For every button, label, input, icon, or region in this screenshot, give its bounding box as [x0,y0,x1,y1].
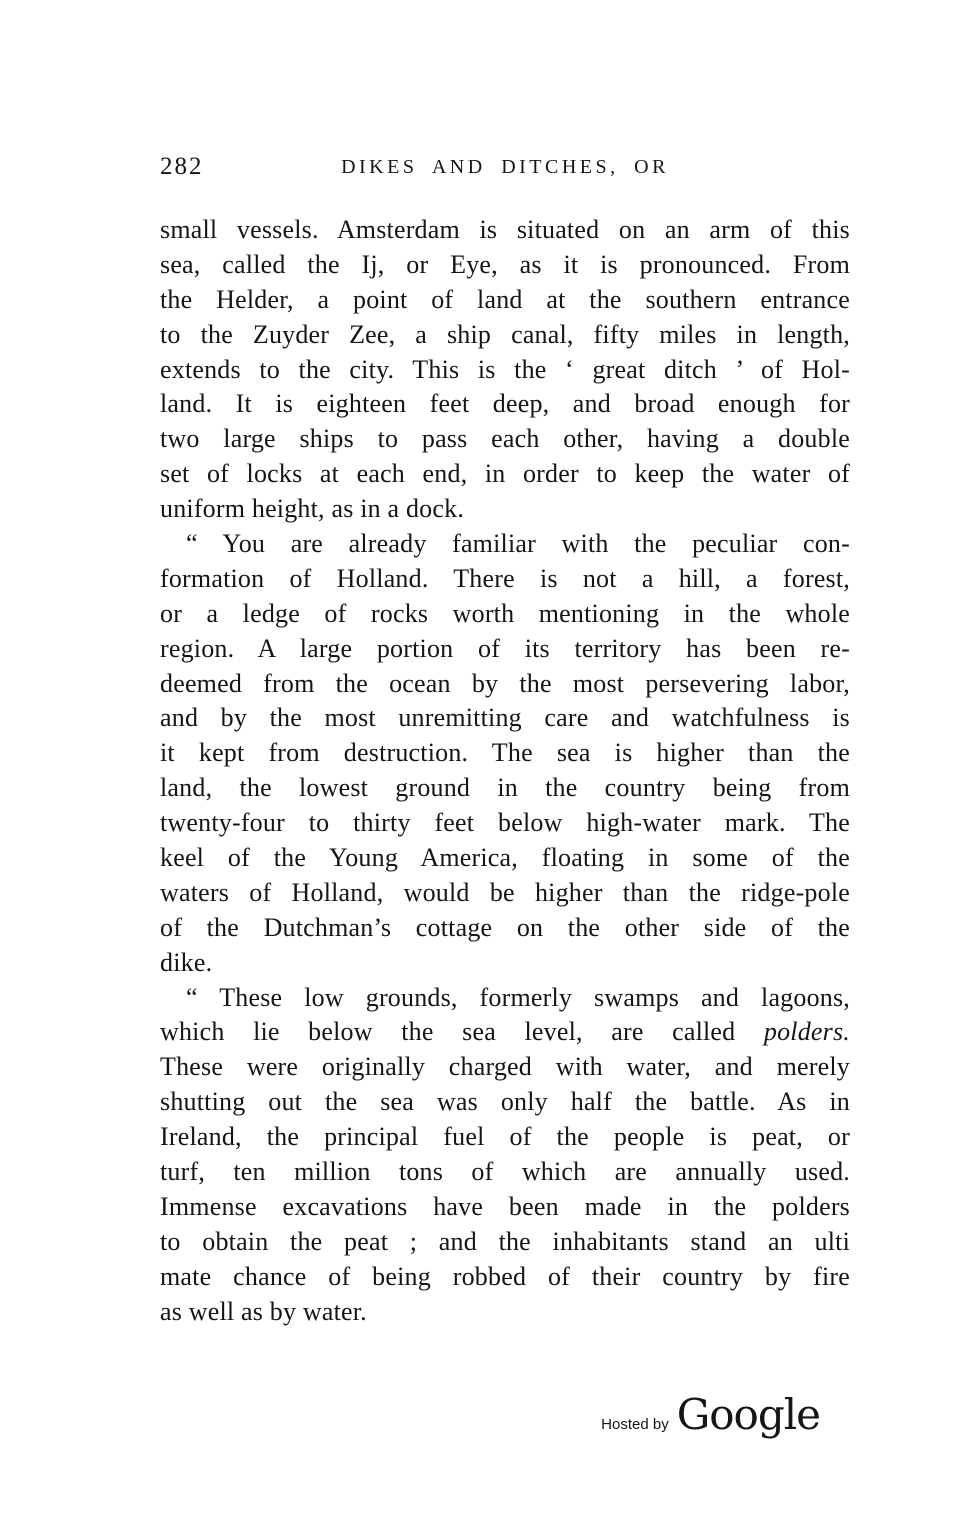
hosted-by-label: Hosted by [601,1416,669,1433]
text-line: to obtain the peat ; and the inhabitants stand an ulti [160,1226,850,1256]
text-line: twenty-four to thirty feet below high-water mark. The [160,808,850,838]
text-line: small vessels. Amsterdam is situated on an arm of this [160,215,850,244]
text-line: “ These low grounds, formerly swamps and lagoons, [186,982,850,1012]
body-text [160,213,850,1330]
text-line: extends to the city. This is the ‘ great ditch ’ of Hol- [160,354,850,384]
text-line: region. A large portion of its territory has been re- [160,633,850,663]
text-line: dike. [160,947,213,977]
footer [601,1390,820,1439]
text-line: to the Zuyder Zee, a ship canal, fifty miles in length, [160,319,850,349]
italic-term: polders. [763,1017,850,1047]
google-logo: Google [676,1390,820,1439]
text-line: shutting out the sea was only half the battle. As in [160,1087,850,1117]
text-line: land, the lowest ground in the country being from [160,773,850,803]
text-line: turf, ten million tons of which are annually used. [160,1157,850,1187]
text-line: the Helder, a point of land at the southern entrance [160,284,850,314]
text-line: land. It is eighteen feet deep, and broad enough for [160,389,850,419]
page-header [160,150,850,184]
text-line: of the Dutchman’s cottage on the other side of the [160,912,850,942]
text-line: waters of Holland, would be higher than the ridge-pole [160,877,850,907]
text-line: “ You are already familiar with the peculiar con- [186,529,850,559]
text-line: it kept from destruction. The sea is higher than the [160,738,850,768]
text-line: or a ledge of rocks worth mentioning in the whole [160,598,850,628]
text-line: set of locks at each end, in order to keep the water of [160,459,850,489]
text-line: two large ships to pass each other, having a double [160,424,850,454]
text-line: uniform height, as in a dock. [160,494,465,524]
page-number: 282 [160,153,204,180]
text-line: keel of the Young America, floating in some of the [160,843,850,873]
text-line: These were originally charged with water, and merely [160,1052,850,1082]
text-line: deemed from the ocean by the most persevering labor, [160,668,850,698]
text-line: mate chance of being robbed of their country by fire [160,1261,850,1291]
text-line: Immense excavations have been made in the polders [160,1191,850,1221]
running-title: DIKES AND DITCHES, OR [341,156,669,178]
text-line: Ireland, the principal fuel of the people is peat, or [160,1122,850,1152]
text-line [160,1015,850,1050]
text-line: sea, called the Ij, or Eye, as it is pronounced. From [160,249,850,279]
text-line: formation of Holland. There is not a hill, a forest, [160,563,850,593]
text-line: as well as by water. [160,1296,367,1326]
text-segment: which lie below the sea level, are called [160,1017,764,1047]
text-line: and by the most unremitting care and watchfulness is [160,703,850,733]
